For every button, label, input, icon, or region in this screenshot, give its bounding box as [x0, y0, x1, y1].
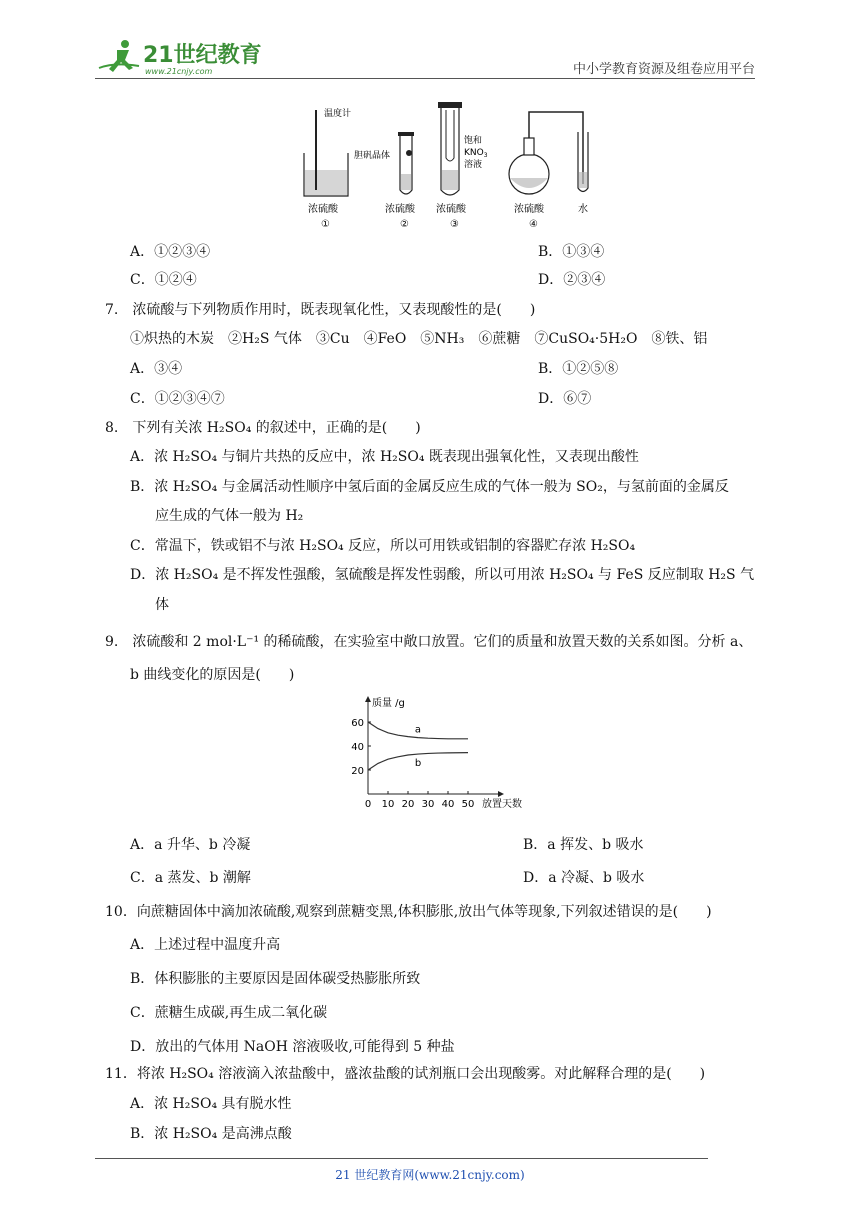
- apparatus-label-3: 浓硫酸: [436, 204, 466, 215]
- header-divider: [95, 78, 755, 79]
- q8-option-c: C．常温下，铁或铝不与浓 H₂SO₄ 反应，所以可用铁或铝制的容器贮存浓 H₂SO₄: [130, 538, 636, 554]
- q10-option-a: A．上述过程中温度升高: [130, 937, 281, 953]
- logo: [95, 38, 265, 78]
- chart-xlabel: 放置天数: [482, 799, 522, 810]
- x-tick-label: 0: [364, 799, 372, 810]
- q6-option-c: C．①②④: [130, 272, 197, 288]
- apparatus-label-2: 浓硫酸: [385, 204, 415, 215]
- x-axis-arrow: [498, 791, 504, 797]
- apparatus-number-2: ②: [400, 219, 409, 230]
- nested-tube-apparatus: [436, 102, 488, 230]
- q7-items: ①炽热的木炭 ②H₂S 气体 ③Cu ④FeO ⑤NH₃ ⑥蔗糖 ⑦CuSO₄·5H₂O ⑧铁、铝: [130, 331, 708, 347]
- q11-stem: 11．将浓 H₂SO₄ 溶液滴入浓盐酸中，盛浓盐酸的试剂瓶口会出现酸雾。对此解释合理的是( ): [105, 1066, 706, 1082]
- y-axis-arrow: [365, 696, 371, 702]
- apparatus-number-1: ①: [321, 219, 330, 230]
- q6-option-b: B．①③④: [538, 244, 605, 260]
- apparatus-label-5: 水: [578, 204, 588, 215]
- q9-stem-line2: b 曲线变化的原因是( ): [130, 667, 295, 683]
- q10-option-c: C．蔗糖生成碳,再生成二氧化碳: [130, 1005, 328, 1021]
- q10-option-d: D．放出的气体用 NaOH 溶液吸收,可能得到 5 种盐: [130, 1039, 455, 1055]
- x-tick-label: 40: [441, 799, 455, 810]
- mass-days-chart: [344, 694, 544, 826]
- apparatus-figure: [296, 98, 616, 236]
- runner-icon: [99, 40, 139, 72]
- q7-option-a: A．③④: [130, 361, 183, 377]
- q6-option-a: A．①②③④: [130, 244, 211, 260]
- q7-stem: 7. 浓硫酸与下列物质作用时，既表现氧化性，又表现酸性的是( ): [105, 302, 536, 318]
- y-tick-label: 60: [351, 718, 364, 729]
- q11-option-b: B．浓 H₂SO₄ 是高沸点酸: [130, 1126, 292, 1142]
- q8-option-b-line1: B．浓 H₂SO₄ 与金属活动性顺序中氢后面的金属反应生成的气体一般为 SO₂，与氢前面的金属反: [130, 479, 729, 495]
- apparatus-number-4: ④: [529, 219, 538, 230]
- q8-option-b-line2: 应生成的气体一般为 H₂: [155, 508, 304, 524]
- footer-divider: [95, 1158, 708, 1159]
- series-label-a: a: [414, 724, 422, 736]
- kno3-label-2: $KNO_3$: [464, 148, 488, 159]
- x-tick-label: 20: [401, 799, 415, 810]
- q9-option-b: B．a 挥发、b 吸水: [523, 837, 644, 853]
- q8-option-d-line2: 体: [155, 597, 169, 613]
- chart-series: [368, 722, 468, 770]
- q11-option-a: A．浓 H₂SO₄ 具有脱水性: [130, 1096, 292, 1112]
- q10-stem: 10．向蔗糖固体中滴加浓硫酸,观察到蔗糖变黑,体积膨胀,放出气体等现象,下列叙述错误的是( ): [105, 904, 712, 920]
- apparatus-label-4: 浓硫酸: [514, 204, 544, 215]
- q7-option-c: C．①②③④⑦: [130, 391, 225, 407]
- chart-axes: [365, 696, 504, 797]
- kno3-label-3: 溶液: [464, 160, 483, 170]
- test-tube-apparatus: [354, 132, 416, 230]
- q8-stem: 8. 下列有关浓 H₂SO₄ 的叙述中，正确的是( ): [105, 420, 421, 436]
- q9-option-c: C．a 蒸发、b 潮解: [130, 870, 251, 886]
- crystal-label: 胆矾晶体: [354, 151, 391, 161]
- logo-url: www.21cnjy.com: [145, 67, 213, 76]
- header-platform-text: 中小学教育资源及组卷应用平台: [572, 62, 755, 77]
- thermometer-label: 温度计: [324, 109, 352, 119]
- x-tick-label: 10: [381, 799, 395, 810]
- q8-option-a: A．浓 H₂SO₄ 与铜片共热的反应中，浓 H₂SO₄ 既表现出强氧化性，又表现出酸性: [130, 449, 639, 465]
- footer-text: 21 世纪教育网(www.21cnjy.com): [335, 1168, 525, 1182]
- chart-ylabel: 质量 /g: [372, 698, 405, 709]
- apparatus-label-1: 浓硫酸: [308, 204, 338, 215]
- q8-option-d-line1: D．浓 H₂SO₄ 是不挥发性强酸，氢硫酸是挥发性弱酸，所以可用浓 H₂SO₄ 与 FeS 反应制取 H₂S 气: [130, 567, 755, 583]
- q7-option-b: B．①②⑤⑧: [538, 361, 619, 377]
- flask-apparatus: [509, 112, 588, 230]
- q10-option-b: B．体积膨胀的主要原因是固体碳受热膨胀所致: [130, 971, 421, 987]
- q6-option-d: D．②③④: [538, 272, 606, 288]
- q9-option-a: A．a 升华、b 冷凝: [130, 837, 251, 853]
- q9-stem-line1: 9. 浓硫酸和 2 mol·L⁻¹ 的稀硫酸，在实验室中敞口放置。它们的质量和放置天数的关系如图。分析 a、: [105, 634, 753, 650]
- chart-ticks: [351, 718, 474, 810]
- apparatus-number-3: ③: [450, 219, 459, 230]
- y-tick-label: 40: [351, 742, 364, 753]
- series-label-b: b: [414, 758, 422, 770]
- x-tick-label: 30: [421, 799, 435, 810]
- logo-text: 21世纪教育: [143, 43, 262, 68]
- x-tick-label: 50: [461, 799, 475, 810]
- q7-option-d: D．⑥⑦: [538, 391, 592, 407]
- y-tick-label: 20: [351, 766, 364, 777]
- beaker-apparatus: [304, 107, 351, 230]
- q9-option-d: D．a 冷凝、b 吸水: [523, 870, 645, 886]
- kno3-label-1: 饱和: [464, 136, 483, 146]
